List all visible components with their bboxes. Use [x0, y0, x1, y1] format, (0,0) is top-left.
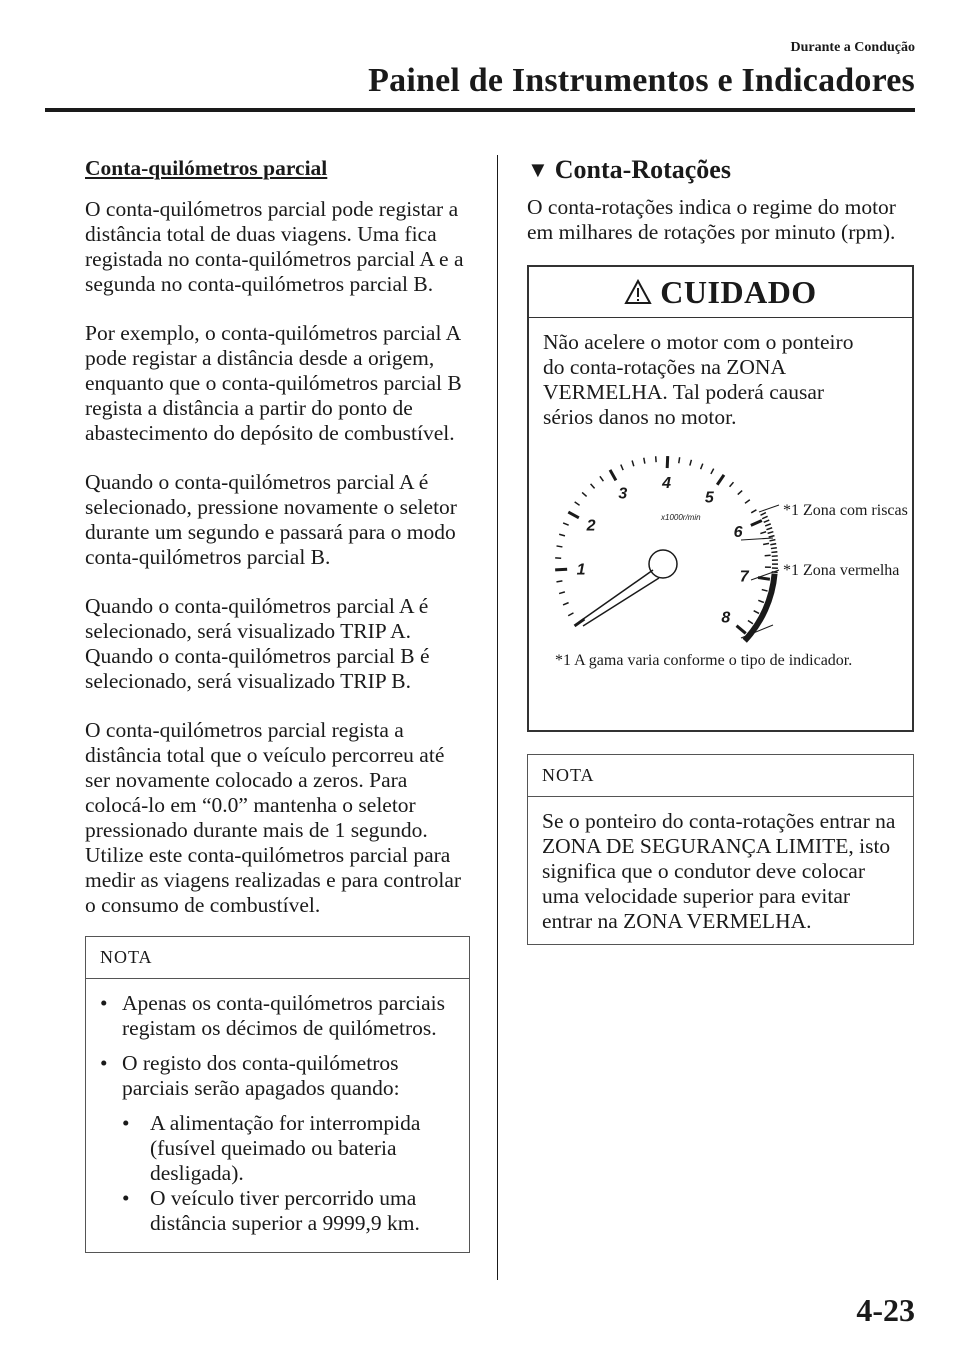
note-sub-bullet-text: O veículo tiver percorrido uma distância superior a 9999,9 km.	[150, 1186, 420, 1235]
note-box-trip	[85, 936, 470, 1253]
gauge-number: 8	[721, 609, 731, 627]
gauge-tick	[751, 510, 756, 513]
needle-edge-a	[579, 570, 653, 622]
leader-line-striped	[759, 505, 779, 512]
left-column	[85, 155, 470, 1253]
caution-text: Não acelere o motor com o ponteiro do conta-rotações na ZONA VERMELHA. Tal poderá causar sérios danos no motor.	[543, 330, 854, 429]
gauge-number: 6	[733, 523, 743, 541]
bullet-icon: •	[100, 1051, 108, 1075]
gauge-tick	[563, 603, 569, 605]
gauge-number: 3	[618, 485, 628, 503]
note-label: NOTA	[86, 937, 469, 979]
gauge-tick	[575, 502, 580, 505]
paragraph: Por exemplo, o conta-quilómetros parcial A pode registar a distância desde a origem, enquanto que o conta-quilómetros parcial B regista a distância a partir do ponto de abastecimento do depósito de combustível.	[85, 321, 462, 445]
gauge-tick	[582, 492, 586, 496]
gauge-footnote: *1 A gama varia conforme o tipo de indicador.	[555, 652, 853, 669]
gauge-tick	[559, 534, 565, 536]
gauge-number: 2	[586, 517, 596, 535]
gauge-tick	[690, 460, 692, 466]
gauge-tick	[644, 458, 645, 464]
gauge-tick	[632, 461, 634, 467]
gauge-tick	[555, 569, 567, 570]
caution-label: CUIDADO	[660, 273, 817, 310]
leader-line-striped	[741, 538, 773, 540]
paragraph: O conta-quilómetros parcial regista a distância total que o veículo percorreu até ser novamente colocado a zeros. Para colocá-lo em “0.0” mantenha o seletor pressionado durante mais de 1 segundo. Utilize este conta-quilómetros parcial para medir as viagens realizadas e para controlar o consumo de combustível.	[85, 718, 462, 917]
gauge-tick	[600, 476, 604, 481]
note-body	[86, 979, 469, 1252]
note-sub-bullet	[122, 1111, 455, 1186]
note-bullet	[100, 1051, 455, 1101]
page-number: 4-23	[856, 1292, 915, 1328]
column-divider	[497, 155, 498, 1280]
caution-body	[529, 318, 912, 730]
section-title: Painel de Instrumentos e Indicadores	[368, 62, 915, 99]
note-sub-bullet	[122, 1186, 455, 1236]
gauge-tick	[563, 523, 569, 525]
paragraph: O conta-quilómetros parcial pode registar a distância total de duas viagens. Uma fica registada no conta-quilómetros parcial A e a segunda no conta-quilómetros parcial B.	[85, 197, 464, 296]
gauge-tick	[667, 456, 668, 468]
needle-edge-b	[583, 578, 659, 626]
caution-header	[529, 267, 912, 318]
paragraph: Quando o conta-quilómetros parcial A é selecionado, será visualizado TRIP A. Quando o conta-quilómetros parcial B é selecionado, será visualizado TRIP B.	[85, 594, 430, 693]
gauge-tick	[621, 465, 623, 471]
header-rule	[45, 108, 915, 112]
sub-bullet-icon: •	[122, 1111, 130, 1135]
gauge-tick	[754, 611, 759, 614]
gauge-number: 7	[739, 568, 749, 586]
needle-hub	[649, 550, 677, 578]
gauge-tick	[737, 626, 746, 634]
tachometer-intro: O conta-rotações indica o regime do motor em milhares de rotações por minuto (rpm).	[527, 195, 896, 244]
sub-bullet-icon: •	[122, 1186, 130, 1210]
gauge-number: 4	[662, 475, 672, 493]
gauge-tick	[763, 543, 769, 544]
caution-box	[527, 265, 914, 732]
gauge-tick	[610, 470, 616, 480]
gauge-tick	[591, 484, 595, 488]
subheading-trip-meter: Conta-quilómetros parcial	[85, 156, 328, 180]
note-bullet-text: O registo dos conta-quilómetros parciais serão apagados quando:	[122, 1051, 400, 1100]
gauge-tick	[568, 512, 579, 518]
warning-triangle-icon	[624, 279, 652, 305]
chapter-title: Durante a Condução	[790, 40, 915, 55]
bullet-icon: •	[100, 991, 108, 1015]
note-bullet	[100, 991, 455, 1041]
label-striped-zone: *1 Zona com riscas	[783, 502, 908, 519]
gauge-tick	[745, 500, 750, 504]
gauge-number: 5	[704, 489, 714, 507]
gauge-tick	[751, 521, 762, 526]
gauge-tick	[758, 600, 764, 602]
gauge-tick	[748, 620, 753, 623]
note-label: NOTA	[528, 755, 913, 797]
tachometer-figure	[543, 430, 926, 720]
note-sub-bullet-text: A alimentação for interrompida (fusível queimado ou bateria desligada).	[150, 1111, 421, 1185]
heading-text: Conta-Rotações	[554, 155, 731, 184]
gauge-number: 1	[576, 561, 586, 579]
gauge-tick	[760, 532, 766, 534]
gauge-tick	[711, 469, 714, 474]
note-box-tachometer	[527, 754, 914, 945]
gauge-tick	[762, 590, 768, 592]
section-heading-tachometer	[527, 155, 914, 185]
gauge-tick	[568, 613, 573, 616]
paragraph: Quando o conta-quilómetros parcial A é selecionado, pressione novamente o seletor durante um segundo e passará para o modo conta-quilómetros parcial B.	[85, 470, 457, 569]
triangle-down-icon: ▼	[527, 157, 549, 182]
note-text: Se o ponteiro do conta-rotações entrar na ZONA DE SEGURANÇA LIMITE, isto significa que o condutor deve colocar uma velocidade superior para evitar entrar na ZONA VERMELHA.	[542, 809, 896, 933]
gauge-tick	[701, 464, 703, 470]
gauge-tick	[679, 457, 680, 463]
gauge-tick	[557, 546, 563, 547]
gauge-tick	[717, 475, 724, 485]
right-column	[527, 155, 914, 945]
gauge-tick	[738, 491, 742, 495]
gauge-tick	[559, 592, 565, 594]
gauge-tick	[730, 482, 734, 487]
gauge-unit: x1000r/min	[661, 513, 701, 522]
note-bullet-text: Apenas os conta-quilómetros parciais registam os décimos de quilómetros.	[122, 991, 446, 1040]
gauge-tick	[758, 578, 770, 580]
label-red-zone: *1 Zona vermelha	[783, 562, 900, 579]
note-body	[528, 797, 913, 944]
gauge-tick	[556, 581, 562, 582]
